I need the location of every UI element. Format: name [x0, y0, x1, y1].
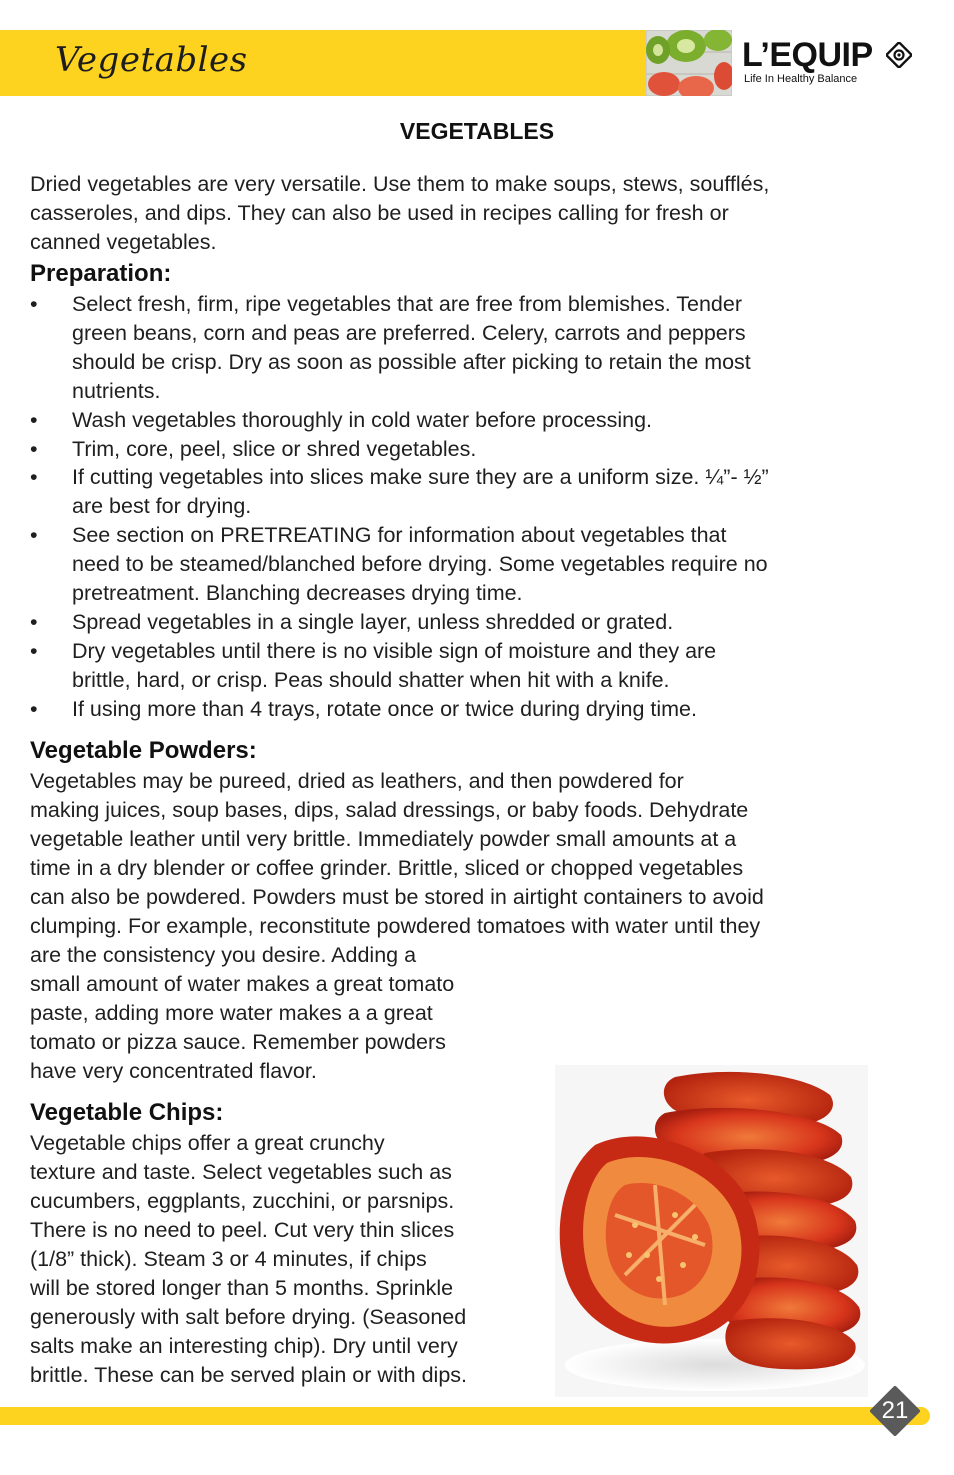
kiwi-strawberry-tray-photo — [646, 30, 732, 96]
dried-tomato-slices-photo — [555, 1065, 868, 1397]
bullet-icon: • — [30, 696, 38, 721]
bullet-icon: • — [30, 523, 38, 548]
bullet-icon: • — [30, 465, 38, 490]
bullet-icon: • — [30, 436, 38, 461]
page-number: 21 — [881, 1397, 909, 1424]
equip-emblem-icon — [886, 42, 912, 68]
brand-tagline: Life In Healthy Balance — [744, 73, 858, 85]
bullet-icon: • — [30, 292, 38, 316]
list-item: • Trim, core, peel, slice or shred vegetables. — [30, 435, 890, 464]
list-item: • Select fresh, firm, ripe vegetables that are free from blemishes. Tender green beans, corn and peas are preferred. Celery, carrots and peppers should be crisp. Dry as soon as possible after picking to retain the most nutrients. — [30, 292, 751, 403]
page-title: VEGETABLES — [399, 118, 555, 144]
list-item: • Spread vegetables in a single layer, unless shredded or grated. — [30, 608, 890, 637]
preparation-list — [30, 290, 890, 724]
footer-band — [0, 1407, 930, 1425]
preparation-heading: Preparation: — [30, 260, 172, 287]
powders-heading: Vegetable Powders: — [30, 737, 257, 764]
section-title: Vegetables — [55, 40, 248, 80]
bullet-icon: • — [30, 638, 38, 663]
list-item: • If using more than 4 trays, rotate once or twice during drying time. — [30, 695, 890, 724]
intro-paragraph — [30, 170, 769, 257]
chips-heading: Vegetable Chips: — [30, 1099, 224, 1126]
list-item: • Wash vegetables thoroughly in cold water before processing. — [30, 406, 890, 435]
intro-line: Dried vegetables are very versatile. Use them to make soups, stews, soufflés, — [30, 172, 770, 196]
list-item: • Dry vegetables until there is no visible sign of moisture and they are brittle, hard, or crisp. Peas should shatter when hit with a knife. — [30, 638, 717, 692]
list-item: • See section on PRETREATING for information about vegetables that need to be steamed/blanched before drying. Some vegetables require no pretreatment. Blanching decreases drying time. — [30, 523, 768, 606]
intro-line: casseroles, and dips. They can also be used in recipes calling for fresh or — [30, 201, 729, 225]
brand-name: L’EQUIP — [742, 36, 873, 74]
intro-line: canned vegetables. — [30, 230, 217, 254]
chips-paragraph: Vegetable chips offer a great crunchy texture and taste. Select vegetables such as cucumbers, eggplants, zucchini, or parsnips. There is no need to peel. Cut very thin slices (1/8” thick). Steam 3 or 4 minutes, if chips will be stored longer than 5 months. Sprinkle generously with salt before drying. (Seasoned salts make an interesting chip). Dry until very brittle. These can be served plain or with dips. — [30, 1131, 468, 1387]
bullet-icon: • — [30, 407, 38, 432]
powders-paragraph: Vegetables may be pureed, dried as leathers, and then powdered for making juices, soup bases, dips, salad dressings, or baby foods. Dehydrate vegetable leather until very brittle. Immediately powder small amounts at a time in a dry blender or coffee grinder. Brittle, sliced or chopped vegetables can also be powdered. Powders must be stored in airtight containers to avoid clumping. For example, reconstitute powdered tomatoes with water until they are the consistency you desire. Adding a small amount of water makes a great tomato paste, adding more water makes a a great tomato or pizza sauce. Remember powders have very concentrated flavor. — [30, 769, 764, 1083]
bullet-icon: • — [30, 609, 38, 634]
list-item: • If cutting vegetables into slices make sure they are a uniform size. ¼”- ½” are best for drying. — [30, 465, 769, 519]
